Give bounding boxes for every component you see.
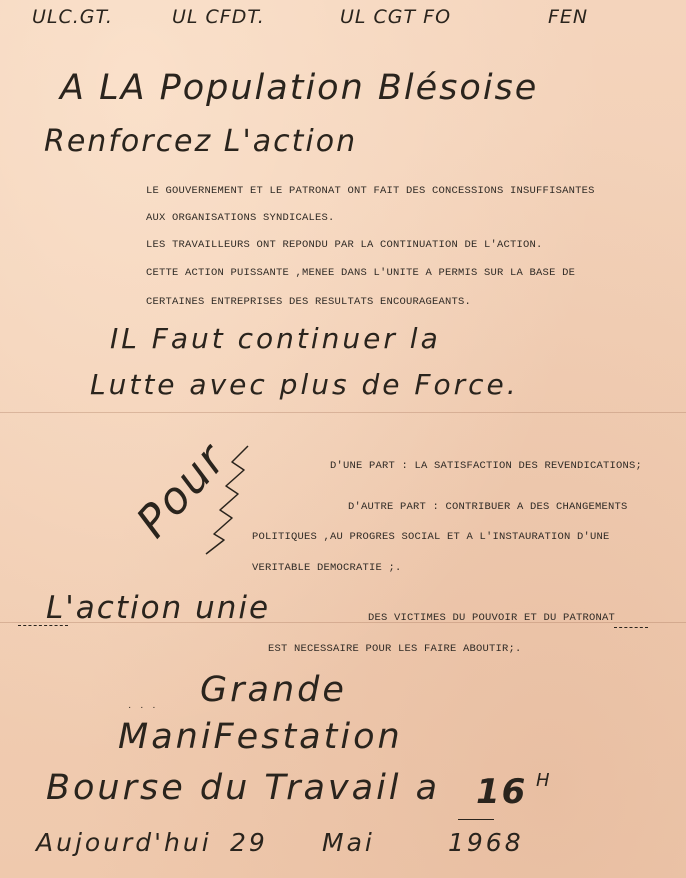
union-fen: FEN <box>548 6 589 28</box>
date-label: Aujourd'hui <box>36 828 212 857</box>
union-ulcfdt: UL CFDT. <box>172 6 265 28</box>
victims-line-1: DES VICTIMES DU POUVOIR ET DU PATRONAT <box>368 612 616 624</box>
bourse-du-travail: Bourse du Travail a <box>46 768 441 808</box>
dash-line <box>614 627 648 628</box>
grande: Grande <box>200 670 347 710</box>
hour-suffix: H <box>536 770 552 791</box>
paragraph-line: LE GOUVERNEMENT ET LE PATRONAT ONT FAIT DES CONCESSIONS INSUFFISANTES <box>146 185 595 197</box>
union-ulcgtfo: UL CGT FO <box>340 6 452 28</box>
paragraph-line: AUX ORGANISATIONS SYNDICALES. <box>146 212 335 224</box>
date-year: 1968 <box>448 828 524 857</box>
goal-line: D'AUTRE PART : CONTRIBUER A DES CHANGEMENTS <box>348 501 628 513</box>
victims-line-2: EST NECESSAIRE POUR LES FAIRE ABOUTIR;. <box>268 643 522 655</box>
dash-line <box>18 625 68 626</box>
goal-line: POLITIQUES ,AU PROGRES SOCIAL ET A L'INSTAURATION D'UNE <box>252 531 610 543</box>
goal-line: VERITABLE DEMOCRATIE ;. <box>252 562 402 574</box>
underline-mark <box>458 819 494 820</box>
zigzag-mark <box>170 440 260 560</box>
date-month: Mai <box>322 828 375 857</box>
page-title: A LA Population Blésoise <box>60 68 539 108</box>
continue-line-2: Lutte avec plus de Force. <box>90 368 519 401</box>
goal-line: D'UNE PART : LA SATISFACTION DES REVENDICATIONS; <box>330 460 643 472</box>
continue-line-1: IL Faut continuer la <box>110 322 441 355</box>
dots-mark: · · · <box>128 702 159 713</box>
united-action: L'action unie <box>46 590 271 626</box>
paragraph-line: CERTAINES ENTREPRISES DES RESULTATS ENCOURAGEANTS. <box>146 296 472 308</box>
manifestation: ManiFestation <box>118 717 403 757</box>
date-day: 29 <box>230 828 268 857</box>
hour: 16 <box>476 772 528 812</box>
paragraph-line: LES TRAVAILLEURS ONT REPONDU PAR LA CONTINUATION DE L'ACTION. <box>146 239 543 251</box>
union-ulcgt: ULC.GT. <box>32 6 113 28</box>
pour-label: Pour <box>126 433 237 548</box>
paper-fold-line <box>0 412 686 413</box>
subtitle: Renforcez L'action <box>44 124 358 159</box>
paragraph-line: CETTE ACTION PUISSANTE ,MENEE DANS L'UNITE A PERMIS SUR LA BASE DE <box>146 267 576 279</box>
